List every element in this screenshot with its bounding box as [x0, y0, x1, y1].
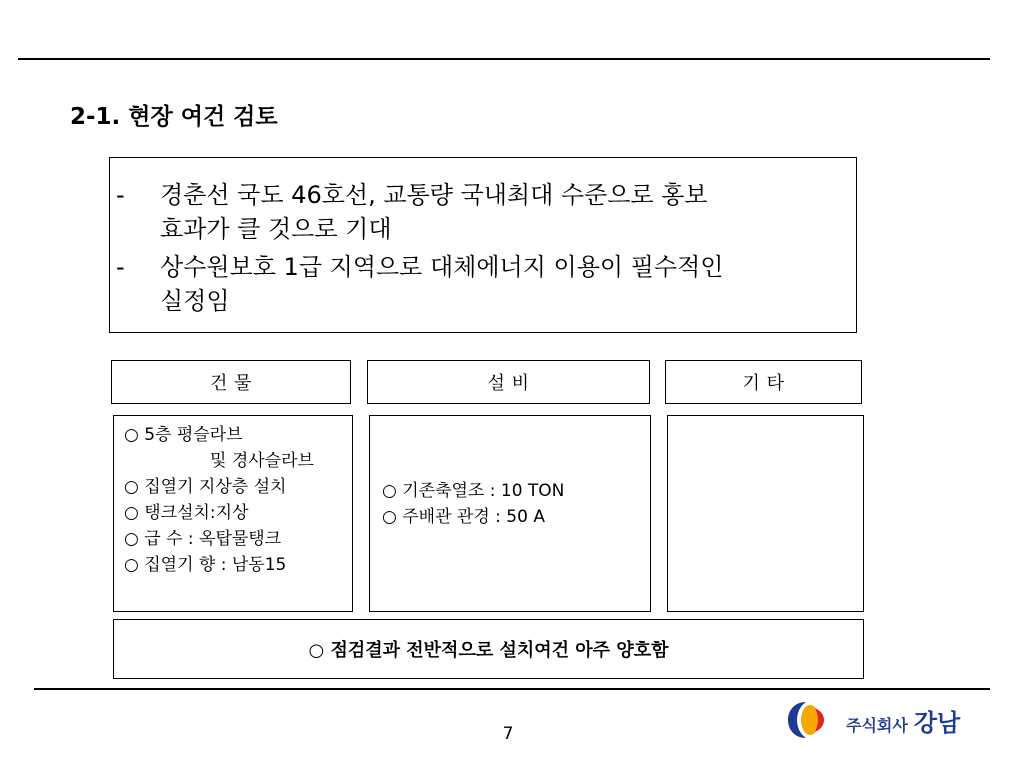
summary-dash: - — [116, 253, 125, 281]
summary-dash: - — [116, 181, 125, 209]
summary-text: 경춘선 국도 46호선, 교통량 국내최대 수준으로 홍보 — [160, 181, 708, 209]
company-logo — [786, 700, 960, 740]
company-logo-mark-icon — [786, 700, 826, 740]
other-details-box — [667, 415, 864, 612]
building-item-1: ○ 5층 평슬라브 — [124, 425, 243, 445]
summary-line-1 — [116, 178, 708, 212]
building-item-4: ○ 탱크설치:지상 — [124, 503, 249, 523]
company-name — [846, 703, 960, 738]
summary-text: 상수원보호 1급 지역으로 대체에너지 이용이 필수적인 — [160, 253, 724, 281]
equipment-item-2: ○ 주배관 관경 : 50 A — [382, 507, 545, 527]
company-name-main: 강남 — [913, 708, 961, 737]
conclusion-box: ○ 점검결과 전반적으로 설치여건 아주 양호함 — [113, 619, 864, 679]
equipment-details-box — [369, 415, 651, 612]
equipment-header: 설 비 — [367, 360, 650, 404]
section-title: 2-1. 현장 여건 검토 — [70, 104, 278, 130]
page-number: 7 — [502, 724, 514, 744]
building-item-6: ○ 집열기 향 : 남동15 — [124, 555, 287, 575]
building-header: 건 물 — [111, 360, 351, 404]
top-divider — [18, 58, 990, 60]
building-item-5: ○ 급 수 : 옥탑물탱크 — [124, 529, 282, 549]
building-item-3: ○ 집열기 지상층 설치 — [124, 477, 287, 497]
equipment-item-1: ○ 기존축열조 : 10 TON — [382, 481, 565, 501]
bottom-divider — [34, 688, 990, 690]
building-details-box — [113, 415, 353, 612]
company-prefix: 주식회사 — [846, 715, 908, 735]
summary-line-4: 실정임 — [160, 287, 230, 315]
other-header: 기 타 — [665, 360, 862, 404]
summary-line-3 — [116, 250, 723, 284]
building-item-2: 및 경사슬라브 — [210, 451, 314, 471]
summary-line-2: 효과가 클 것으로 기대 — [160, 215, 392, 243]
